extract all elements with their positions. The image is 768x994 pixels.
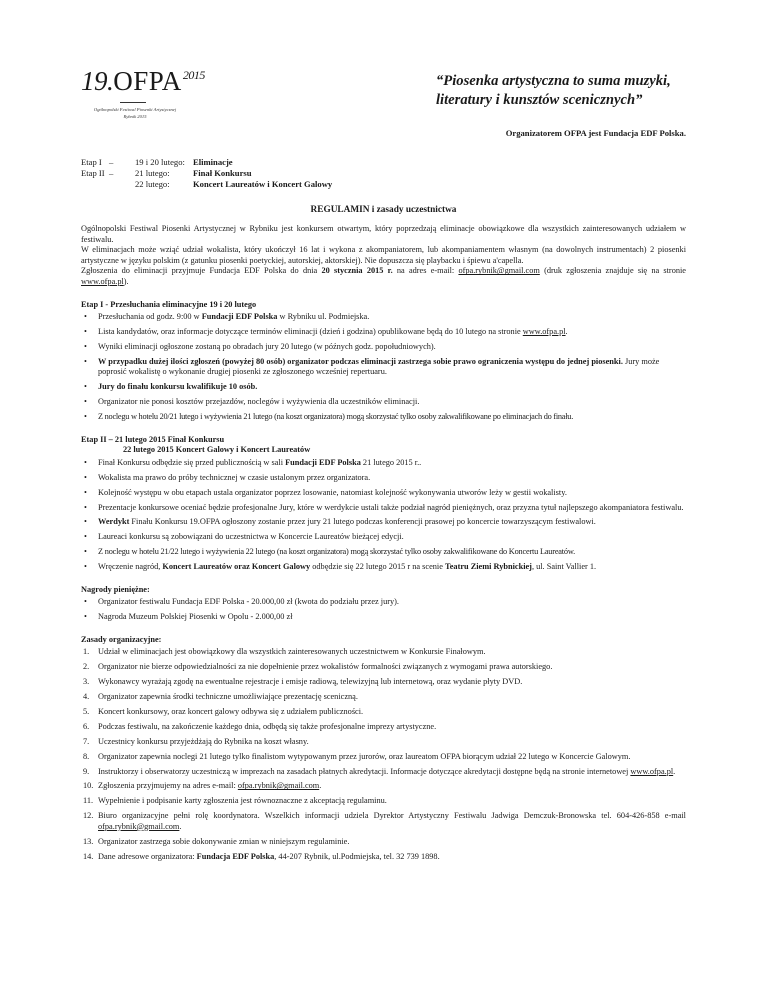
email-link[interactable]: ofpa.rybnik@gmail.com [237,781,320,791]
text: Organizator zapewnia środki techniczne umożliwiające prezentację sceniczną. [98,692,358,702]
intro-paragraph: W eliminacjach może wziąć udział wokalista, który ukończył 16 lat i wykona z akompaniatorem, lub akompaniamentem własnym (na dowolnych instrumentach) 2 piosenki artystyczne w języku polskim (z gatunku piosenki poetyckiej, autorskiej, aktorskiej). Nie dopuszcza się playbacku i śpiewu a'capella. [81,245,686,265]
etap2-heading [81,435,686,456]
list-item [81,458,686,469]
document-title: REGULAMIN i zasady uczestnictwa [310,205,457,215]
list-item [81,647,686,658]
text: na adres e-mail: [392,266,459,276]
text: Zgłoszenia przyjmujemy na adres e-mail: [98,781,238,791]
logo-number: 19. [81,66,114,96]
text: Wypełnienie i podpisanie karty zgłoszenia jest równoznaczne z akceptacją regulaminu. [98,796,387,806]
list-item: • Wokalista ma prawo do próby technicznej w czasie ustalonym przez organizatora. [81,473,686,484]
list-item [81,767,686,778]
item-number: 8. [83,751,90,761]
item-number: 1. [83,647,90,657]
list-item [81,781,686,792]
website-link[interactable]: www.ofpa.pl [522,327,566,337]
intro-paragraph: Ogólnopolski Festiwal Piosenki Artystycznej w Rybniku jest konkursem otwartym, który poprzedzają eliminacje obowiązkowe dla wszystkich zainteresowanych udziałem w festiwalu. [81,224,686,244]
text: Podczas festiwalu, na zakończenie każdego dnia, odbędą się także profesjonalne imprezy artystyczne. [98,721,437,731]
list-item [81,662,686,673]
stage-dash [109,179,135,190]
intro-section [81,224,686,288]
text: , 44-207 Rybnik, ul.Podmiejska, tel. 32 739 1898. [274,851,440,861]
text: (druk zgłoszenia znajduje się na stronie [539,266,686,276]
list-item [81,852,686,863]
list-item [81,722,686,733]
stage-dash: – [109,157,114,167]
stage-name: Koncert Laureatów i Koncert Galowy [193,179,333,189]
document-body [81,224,686,866]
ofpa-logo [81,68,221,121]
emphasis: Werdykt [98,517,130,527]
text: Udział w eliminacjach jest obowiązkowy dla wszystkich zainteresowanych uczestnictwem w Konkursie Finałowym. [98,647,486,657]
item-number: 4. [83,692,90,702]
item-number: 13. [83,836,94,846]
deadline: 20 stycznia 2015 r. [321,266,393,276]
text: . [319,781,322,791]
stage-label: Etap II [81,168,105,178]
list-item [81,382,686,393]
item-number: 9. [83,766,90,776]
text: odbędzie się 22 lutego 2015 r na scenie [310,562,445,572]
list-item: • Prezentacje konkursowe oceniać będzie profesjonalne Jury, które w werdykcie ustali także podział nagród pieniężnych, oraz przyzna tytuł najlepszego akompaniatora festiwalu. [81,503,686,514]
list-item: • Kolejność występu w obu etapach ustala organizator poprzez losowanie, natomiast kolejność wykonywania utworów leży w gestii wokalisty. [81,488,686,499]
logo-subtitle-line-2: Rybnik 2015 [123,113,147,119]
etap2-heading-line-1: Etap II – 21 lutego 2015 Finał Konkursu [81,434,225,444]
text: , ul. Saint Vallier 1. [531,562,597,572]
text: . [673,766,676,776]
list-item [81,752,686,763]
list-item [81,562,686,573]
item-number: 5. [83,706,90,716]
text: ). [123,276,129,286]
stage-label [81,179,109,190]
text: Biuro organizacyjne pełni rolę koordynatora. Wszelkich informacji udziela Dyrektor Artystyczny Festiwalu Jadwiga Demczuk-Bronowska tel. 604-426-858 e-mail [98,811,686,821]
motto-line-1: “Piosenka artystyczna to suma muzyki, [436,73,671,89]
text: Wręczenie nagród, [98,562,163,572]
text: Organizator nie bierze odpowiedzialności za nie dopełnienie przez wokalistów formalności związanych z wymogami prawa autorskiego. [98,662,553,672]
text: Instruktorzy i obserwatorzy uczestniczą w imprezach na zasadach płatnych akredytacji. Informacje dotyczące akredytacji dostępne będą na stronie internetowej [98,766,631,776]
venue: Fundacji EDF Polska [285,457,361,467]
stage-row [81,157,332,168]
etap1-heading: Etap I - Przesłuchania eliminacyjne 19 i 20 lutego [81,299,257,309]
item-number: 14. [83,851,94,861]
text: Wykonawcy wyrażają zgodę na ewentualne rejestracje i emisje radiową, telewizyjną lub internetową, oraz wydanie płyty DVD. [98,677,523,687]
venue: Teatru Ziemi Rybnickiej [444,562,532,572]
stage-label: Etap I [81,157,102,167]
rules-heading: Zasady organizacyjne: [81,634,162,644]
prizes-heading: Nagrody pieniężne: [81,584,150,594]
item-number: 12. [83,811,94,821]
stage-row [81,168,332,179]
etap1-list [81,312,686,423]
list-item [81,327,686,338]
emphasis: W przypadku dużej ilości zgłoszeń (powyżej 80 osób) organizator podczas eliminacji zastrzega sobie prawo ograniczenia występu do jednej piosenki. [98,356,623,366]
website-link[interactable]: www.ofpa.pl [81,276,124,286]
rules-list [81,647,686,862]
text: Zgłoszenia do eliminacji przyjmuje Fundacja EDF Polska do dnia [81,266,322,276]
stage-date: 22 lutego: [135,179,170,189]
text: Koncert konkursowy, oraz koncert galowy odbywa się z udziałem publiczności. [98,706,364,716]
list-item [81,517,686,528]
logo-divider [120,102,146,103]
item-number: 2. [83,662,90,672]
list-item: • Organizator nie ponosi kosztów przejazdów, noclegów i wyżywienia dla uczestników eliminacji. [81,397,686,408]
prizes-list [81,597,686,622]
festival-motto [436,72,686,110]
text: . [179,821,182,831]
logo-wordmark [81,68,221,95]
item-number: 10. [83,781,94,791]
item-number: 11. [83,796,94,806]
stage-date: 19 i 20 lutego: [135,157,185,167]
list-item: • Z noclegu w hotelu 21/22 lutego i wyżywienia 22 lutego (na koszt organizatora) mogą skorzystać tylko osoby zakwalifikowane do Koncertu Laureatów. [81,547,686,558]
list-item [81,737,686,748]
logo-name: OFPA [113,66,182,96]
email-link[interactable]: ofpa.rybnik@gmail.com [458,266,540,276]
motto-line-2: literatury i kunsztów scenicznych” [436,91,643,108]
logo-subtitle [81,107,189,121]
text: 21 lutego 2015 r.. [360,457,422,467]
stage-dash: – [109,168,114,178]
list-item: • Wyniki eliminacji ogłoszone zostaną po obradach jury 20 lutego (w późnych godz. popołudniowych). [81,342,686,353]
item-number: 7. [83,736,90,746]
stage-name: Eliminacje [193,157,233,167]
list-item: • Nagroda Muzeum Polskiej Piosenki w Opolu - 2.000,00 zł [81,612,686,623]
stage-schedule [81,157,332,190]
logo-year: 2015 [182,68,205,82]
list-item [81,677,686,688]
text: Lista kandydatów, oraz informacje dotyczące terminów eliminacji (dzień i godzina) opublikowane będą do 10 lutego na stronie [98,327,523,337]
text: Organizator zastrzega sobie dokonywanie zmian w niniejszym regulaminie. [98,836,350,846]
list-item [81,811,686,832]
stage-name: Finał Konkursu [193,168,252,178]
organizer-note: Organizatorem OFPA jest Fundacja EDF Polska. [505,128,686,138]
text: Organizator zapewnia noclegi 21 lutego tylko finalistom wytypowanym przez jurorów, oraz laureatom OFPA biorącym udział 22 lutego w Koncercie Galowym. [98,751,631,761]
list-item [81,312,686,323]
etap2-heading-line-2: 22 lutego 2015 Koncert Galowy i Koncert Laureatów [123,445,311,455]
list-item [81,707,686,718]
list-item [81,837,686,848]
list-item: • Organizator festiwalu Fundacja EDF Polska - 20.000,00 zł (kwota do podziału przez jury). [81,597,686,608]
etap2-list [81,458,686,573]
logo-subtitle-line-1: Ogólnopolski Festiwal Piosenki Artystycznej [93,107,177,112]
text: Uczestnicy konkursu przyjeżdżają do Rybnika na koszt własny. [98,736,309,746]
emphasis: Jury do finału konkursu kwalifikuje 10 osób. [98,382,258,392]
text: Finału Konkursu 19.OFPA ogłoszony zostanie przez jury 21 lutego podczas konferencji prasowej po koncercie towarzyszącym festiwalowi. [129,517,596,527]
stage-date: 21 lutego: [135,168,170,178]
list-item [81,796,686,807]
intro-paragraph [81,266,686,287]
website-link[interactable]: www.ofpa.pl [630,766,674,776]
text: w Rybniku ul. Podmiejska. [277,312,370,322]
text: . [565,327,568,337]
email-link[interactable]: ofpa.rybnik@gmail.com [98,821,180,831]
item-number: 3. [83,677,90,687]
list-item [81,357,686,378]
text: Finał Konkursu odbędzie się przed publicznością w sali [98,457,286,467]
organizer-name: Fundacja EDF Polska [196,851,275,861]
list-item [81,692,686,703]
list-item: • Z noclegu w hotelu 20/21 lutego i wyżywienia 21 lutego (na koszt organizatora) mogą skorzystać tylko osoby zakwalifikowane po eliminacjach do finału. [81,412,686,423]
text: Przesłuchania od godz. 9:00 w [98,312,202,322]
item-number: 6. [83,721,90,731]
list-item: • Laureaci konkursu są zobowiązani do uczestnictwa w Koncercie Laureatów bieżącej edycji. [81,532,686,543]
text: Jury może poprosić wokalistę o wykonanie drugiej piosenki ze zgłoszonego wcześniej repertuaru. [98,356,660,377]
emphasis: Koncert Laureatów oraz Koncert Galowy [162,562,311,572]
venue: Fundacji EDF Polska [201,312,278,322]
text: Dane adresowe organizatora: [98,851,197,861]
stage-row [81,179,332,190]
